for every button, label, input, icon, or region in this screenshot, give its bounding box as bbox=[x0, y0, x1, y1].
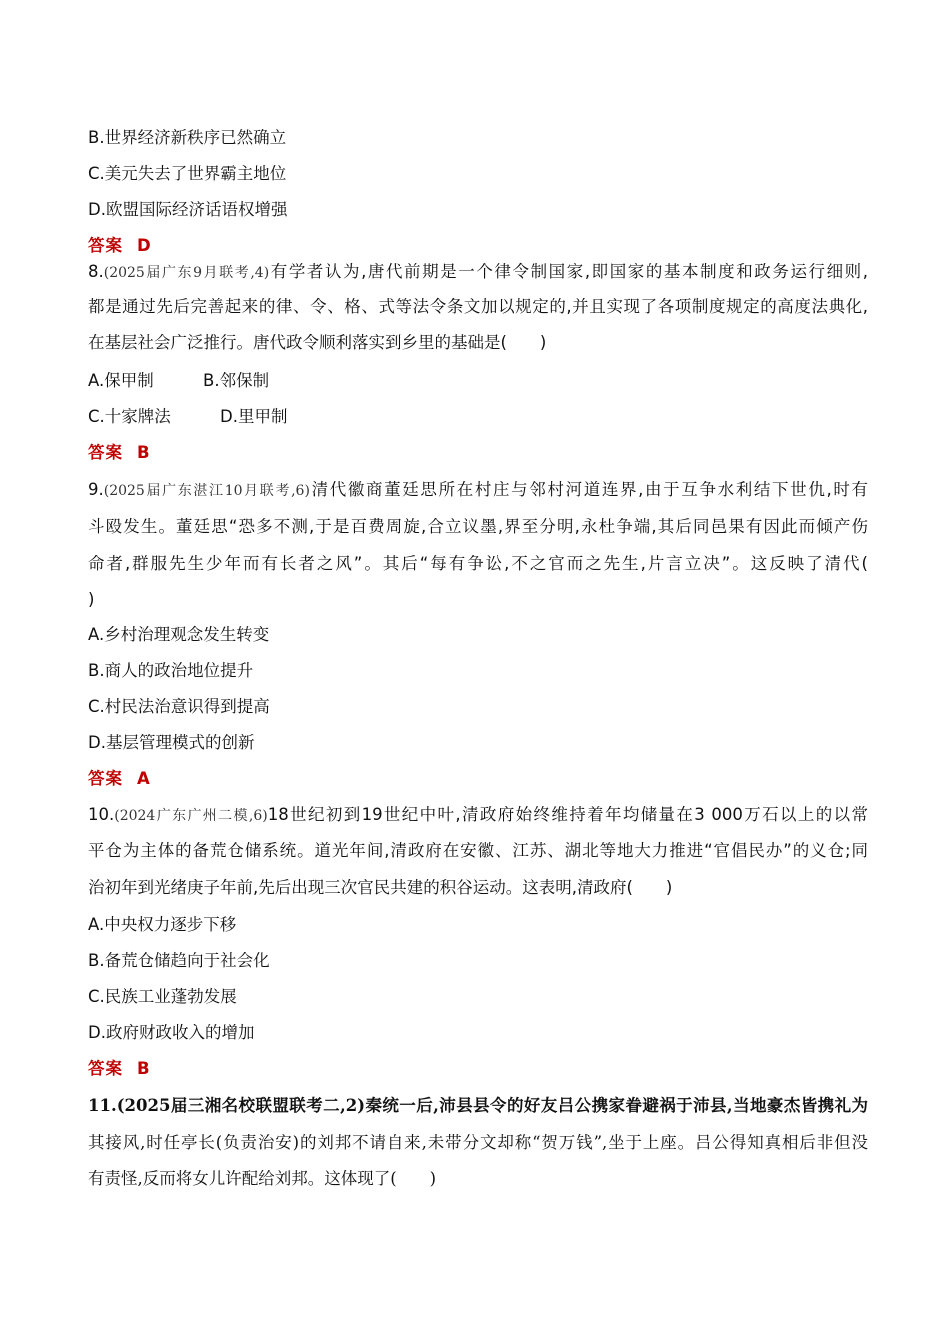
q8-line-3: 在基层社会广泛推行。唐代政令顺利落实到乡里的基础是( ) bbox=[88, 333, 547, 352]
q10-source: (2024广东广州二模,6) bbox=[114, 808, 268, 824]
q10-line-3: 治初年到光绪庚子年前,先后出现三次官民共建的积谷运动。这表明,清政府( ) bbox=[88, 878, 673, 897]
q8-line-1 bbox=[88, 262, 868, 283]
q7-option-b: B.世界经济新秩序已然确立 bbox=[88, 128, 287, 147]
q9-source: (2025届广东湛江10月联考,6) bbox=[103, 483, 310, 499]
q10-option-c: C.民族工业蓬勃发展 bbox=[88, 987, 237, 1006]
q7-answer bbox=[88, 236, 868, 256]
q8-line-2: 都是通过先后完善起来的律、令、格、式等法令条文加以规定的,并且实现了各项制度规定的高度法典化, bbox=[88, 297, 868, 316]
q9-option-b: B.商人的政治地位提升 bbox=[88, 661, 254, 680]
q8-options-row-2 bbox=[88, 407, 868, 427]
q8-answer bbox=[88, 443, 868, 463]
q9-line-2: 斗殴发生。董廷思“恐多不测,于是百费周旋,合立议墨,界至分明,永杜争端,其后同邑果有因此而倾产伤 bbox=[88, 517, 868, 536]
q8-option-b: B.邻保制 bbox=[203, 371, 270, 390]
q10-line-1 bbox=[88, 805, 868, 826]
q10-option-b: B.备荒仓储趋向于社会化 bbox=[88, 951, 270, 970]
q8-option-a: A.保甲制 bbox=[88, 371, 154, 390]
answer-value: D bbox=[137, 236, 152, 255]
answer-label: 答案 bbox=[88, 443, 123, 462]
q8-option-c: C.十家牌法 bbox=[88, 407, 171, 426]
q11-line-2: 其接风,时任亭长(负责治安)的刘邦不请自来,未带分文却称“贺万钱”,坐于上座。吕公得知真相后非但没 bbox=[88, 1133, 868, 1152]
q7-option-c: C.美元失去了世界霸主地位 bbox=[88, 164, 287, 183]
q11-line-3: 有责怪,反而将女儿许配给刘邦。这体现了( ) bbox=[88, 1169, 437, 1188]
q10-answer bbox=[88, 1059, 868, 1079]
q9-line-4: ) bbox=[88, 590, 95, 609]
q9-line-3: 命者,群服先生少年而有长者之风”。其后“每有争讼,不之官而之先生,片言立决”。这反映了清代( bbox=[88, 554, 868, 573]
q11-line-1: 11.(2025届三湘名校联盟联考二,2)秦统一后,沛县县令的好友吕公携家眷避祸于沛县,当地豪杰皆携礼为 bbox=[88, 1096, 868, 1115]
answer-label: 答案 bbox=[88, 236, 123, 255]
q9-option-a: A.乡村治理观念发生转变 bbox=[88, 625, 270, 644]
answer-value: B bbox=[137, 1059, 151, 1078]
q10-stem-1: 18世纪初到19世纪中叶,清政府始终维持着年均储量在3 000万石以上的以常 bbox=[267, 805, 868, 824]
q8-number: 8. bbox=[88, 262, 104, 281]
q9-stem-1: 清代徽商董廷思所在村庄与邻村河道连界,由于互争水利结下世仇,时有 bbox=[309, 480, 868, 499]
q9-answer bbox=[88, 769, 868, 789]
q10-number: 10. bbox=[88, 805, 115, 824]
answer-value: A bbox=[137, 769, 151, 788]
q7-option-d: D.欧盟国际经济话语权增强 bbox=[88, 200, 288, 219]
q9-option-c: C.村民法治意识得到提高 bbox=[88, 697, 270, 716]
q9-number: 9. bbox=[88, 480, 104, 499]
q8-options-row-1 bbox=[88, 371, 868, 391]
q10-option-a: A.中央权力逐步下移 bbox=[88, 915, 237, 934]
answer-value: B bbox=[137, 443, 151, 462]
q10-option-d: D.政府财政收入的增加 bbox=[88, 1023, 255, 1042]
q9-line-1 bbox=[88, 480, 868, 501]
q8-option-d: D.里甲制 bbox=[220, 407, 288, 426]
answer-label: 答案 bbox=[88, 769, 123, 788]
q10-line-2: 平仓为主体的备荒仓储系统。道光年间,清政府在安徽、江苏、湖北等地大力推进“官倡民办”的义仓;同 bbox=[88, 841, 868, 860]
q8-source: (2025届广东9月联考,4) bbox=[103, 265, 270, 281]
answer-label: 答案 bbox=[88, 1059, 123, 1078]
q8-stem-1: 有学者认为,唐代前期是一个律令制国家,即国家的基本制度和政务运行细则, bbox=[269, 262, 868, 281]
q9-option-d: D.基层管理模式的创新 bbox=[88, 733, 255, 752]
